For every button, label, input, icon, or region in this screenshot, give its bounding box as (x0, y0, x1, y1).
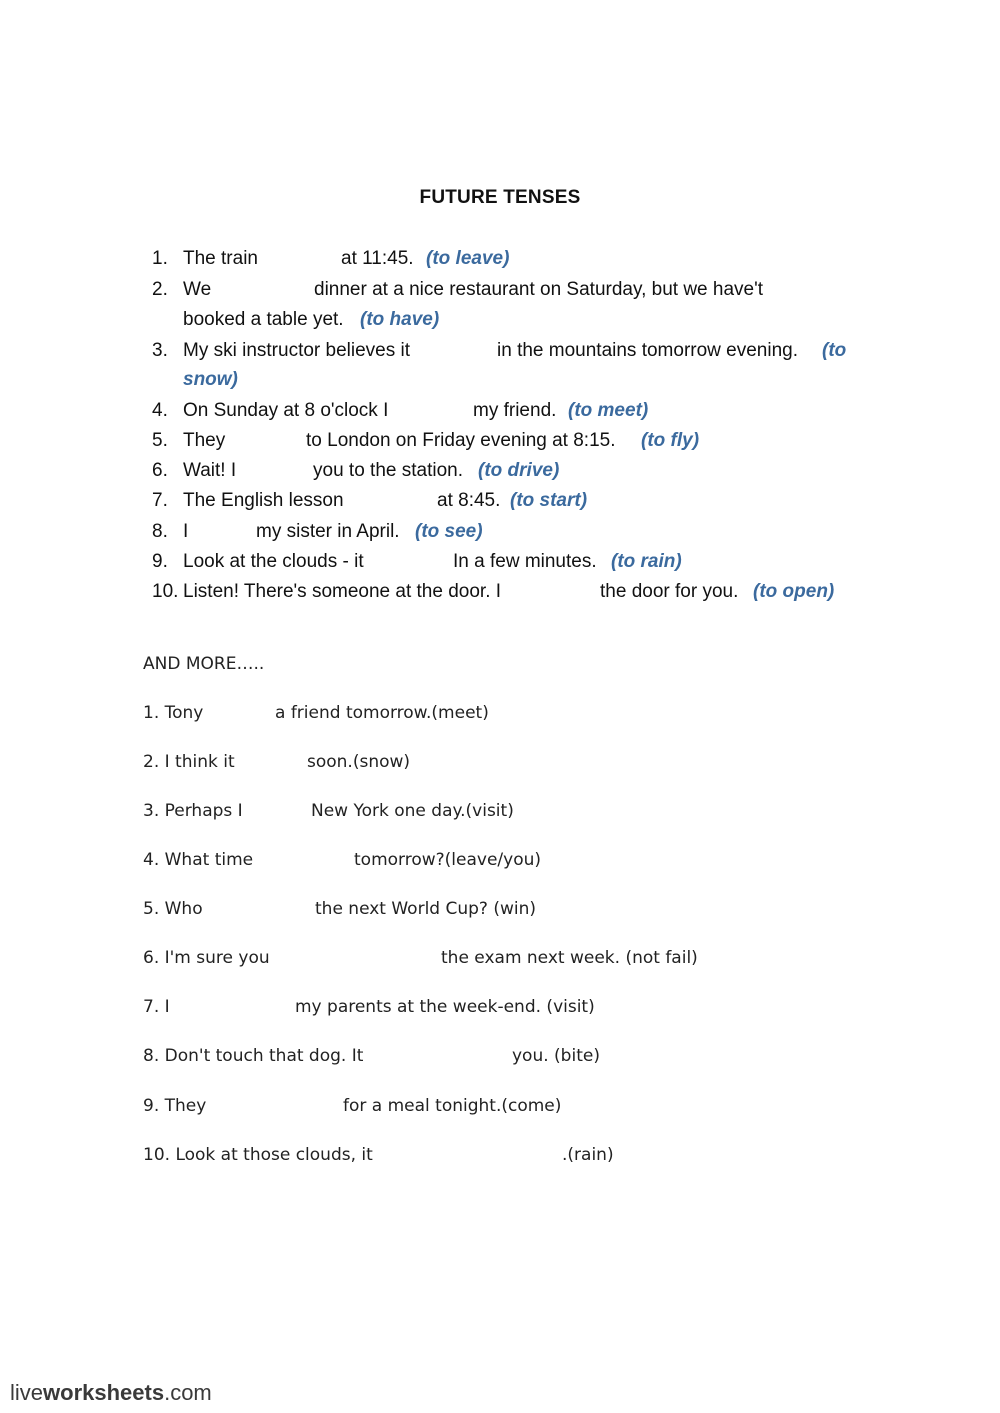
list-item-end: you. (bite) (512, 1046, 600, 1066)
verb-hint-continuation: snow) (183, 369, 238, 390)
sentence-end: at 8:45. (437, 490, 501, 511)
list-item-start: 5. Who (143, 899, 203, 919)
sentence-continuation: booked a table yet. (183, 309, 344, 330)
sentence-end: In a few minutes. (453, 551, 597, 572)
list-item-start: 1. Tony (143, 703, 204, 723)
list-item-end: for a meal tonight.(come) (343, 1096, 562, 1116)
sentence-end: the door for you. (600, 581, 739, 602)
verb-hint: (to open) (753, 581, 835, 602)
sentence-end: my friend. (473, 400, 557, 421)
sentence-start: I (183, 521, 189, 542)
page-title: FUTURE TENSES (419, 187, 581, 208)
list-item-end: the exam next week. (not fail) (441, 948, 698, 968)
item-number: 2. (152, 279, 168, 300)
verb-hint: (to meet) (568, 400, 649, 421)
item-number: 5. (152, 430, 168, 451)
verb-hint: (to have) (360, 309, 440, 330)
sentence-end: to London on Friday evening at 8:15. (306, 430, 616, 451)
item-number: 4. (152, 400, 168, 421)
sentence-end: at 11:45. (341, 248, 414, 269)
list-item-end: New York one day.(visit) (311, 801, 514, 821)
list-item-start: 10. Look at those clouds, it (143, 1145, 373, 1165)
list-item-end: the next World Cup? (win) (315, 899, 537, 919)
item-number: 8. (152, 521, 168, 542)
sentence-start: On Sunday at 8 o'clock I (183, 400, 389, 421)
list-item-start: 3. Perhaps I (143, 801, 243, 821)
sentence-start: We (183, 279, 212, 300)
list-item-end: tomorrow?(leave/you) (354, 850, 542, 870)
list-item-start: 7. I (143, 997, 170, 1017)
verb-hint: (to leave) (426, 248, 510, 269)
logo-text-light: live (10, 1380, 44, 1405)
logo-text-suffix: .com (164, 1380, 212, 1405)
sentence-end: you to the station. (313, 460, 463, 481)
sentence-start: Wait! I (183, 460, 237, 481)
item-number: 6. (152, 460, 168, 481)
verb-hint: (to fly) (641, 430, 700, 451)
sentence-end: in the mountains tomorrow evening. (497, 340, 798, 361)
verb-hint: (to see) (415, 521, 483, 542)
item-number: 3. (152, 340, 168, 361)
liveworksheets-logo[interactable] (10, 1380, 212, 1406)
list-item-start: 2. I think it (143, 752, 235, 772)
sentence-start: The train (183, 248, 258, 269)
verb-hint: (to start) (510, 490, 588, 511)
list-item-start: 9. They (143, 1096, 207, 1116)
sentence-start: They (183, 430, 226, 451)
list-item-end: my parents at the week-end. (visit) (295, 997, 595, 1017)
sentence-start: Look at the clouds - it (183, 551, 364, 572)
list-item-start: 8. Don't touch that dog. It (143, 1046, 364, 1066)
verb-hint: (to drive) (478, 460, 560, 481)
list-item-start: 6. I'm sure you (143, 948, 270, 968)
sentence-end: my sister in April. (256, 521, 400, 542)
verb-hint: (to rain) (611, 551, 682, 572)
verb-hint: (to (822, 340, 847, 361)
sentence-end: dinner at a nice restaurant on Saturday, but we have't (314, 279, 763, 300)
section-heading: AND MORE….. (143, 654, 265, 674)
logo-text-bold: worksheets (43, 1380, 165, 1405)
sentence-start: My ski instructor believes it (183, 340, 411, 361)
item-number: 9. (152, 551, 168, 572)
item-number: 7. (152, 490, 168, 511)
list-item-end: a friend tomorrow.(meet) (275, 703, 489, 723)
item-number: 1. (152, 248, 168, 269)
list-item-end: .(rain) (562, 1145, 614, 1165)
sentence-start: The English lesson (183, 490, 344, 511)
list-item-start: 4. What time (143, 850, 254, 870)
sentence-start: Listen! There's someone at the door. I (183, 581, 502, 602)
list-item-end: soon.(snow) (307, 752, 411, 772)
item-number: 10. (152, 581, 179, 602)
